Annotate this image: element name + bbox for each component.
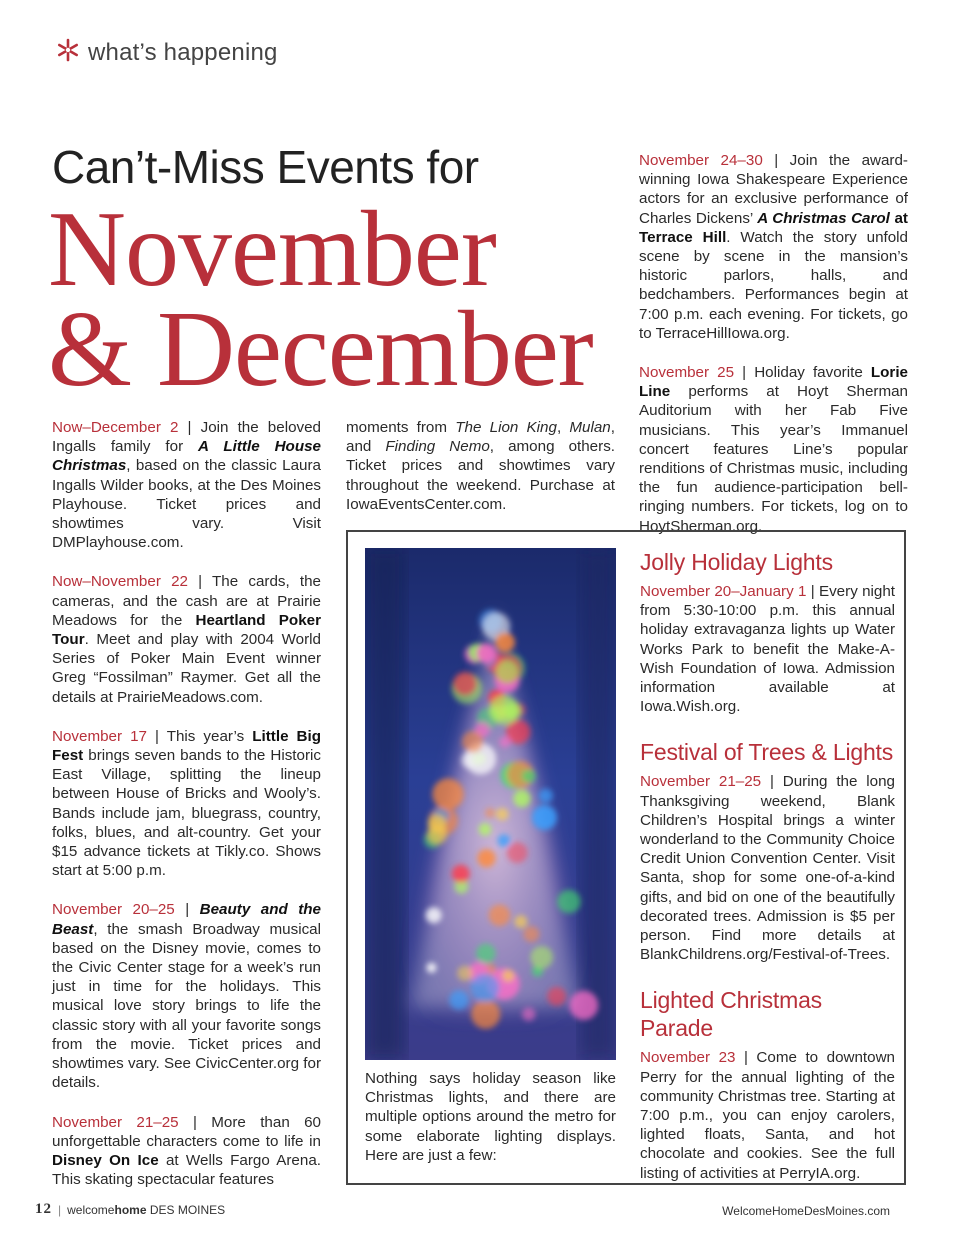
bokeh-light — [432, 778, 463, 809]
headline-line-2: November — [48, 190, 496, 309]
listing-title: Lighted Christmas Parade — [640, 987, 822, 1042]
bokeh-light — [426, 907, 442, 923]
bokeh-light — [507, 842, 528, 863]
event-item: November 17 | This year’s Little Big Fest brings seven bands to the Historic East Village, splitting the lineup between House of Bricks and Wooly’s. Bands include jam, bluegrass, country, folks, blues, and alt-country. Get your $15 advance tickets at Tikly.co. Shows start at 5:00 p.m. — [52, 727, 322, 880]
bokeh-light — [557, 890, 580, 913]
bokeh-light — [499, 736, 510, 747]
event-date: November 17 — [52, 727, 147, 745]
event-date: Now–December 2 — [52, 419, 179, 436]
bokeh-light — [498, 834, 511, 847]
bokeh-light — [427, 824, 447, 844]
christmas-tree-lights-photo — [365, 548, 616, 1060]
listing-title: Festival of Trees & Lights — [640, 739, 894, 766]
event-date: November 20–January 1 — [640, 583, 807, 600]
bokeh-light — [489, 695, 519, 725]
events-column-middle — [346, 418, 615, 534]
bokeh-light — [427, 963, 437, 973]
bokeh-light — [530, 946, 553, 969]
event-item: November 25 | Holiday favorite Lorie Line performs at Hoyt Sherman Auditorium with her Fab Five musicians. This year’s Immanuel concert features Line’s popular renditions of Christmas music, including the fun audience-participation bell-ringing numbers. For tickets, log on to HoytSherman.org. — [639, 364, 909, 535]
page-number: 12 — [35, 1201, 52, 1217]
bokeh-light — [453, 672, 477, 696]
event-item: November 20–25 | Beauty and the Beast, the smash Broadway musical based on the Disney movie, comes to the Civic Center stage for a week’s run just in time for the holidays. This musical love story brings to life the classic story with all your favorite songs from the movie. Ticket prices and showtimes vary. See CivicCenter.org for details. — [52, 901, 321, 1092]
section-label: what’s happening — [88, 38, 278, 66]
bokeh-light — [522, 769, 536, 783]
event-date: November 21–25 — [52, 1113, 179, 1131]
listing-title: Jolly Holiday Lights — [640, 549, 833, 575]
magazine-brand: welcomehome DES MOINES — [67, 1202, 226, 1217]
bokeh-light — [547, 987, 566, 1006]
bokeh-light — [539, 789, 553, 803]
event-item: Now–December 2 | Join the beloved Ingalls family for A Little House Christmas, based on the classic Laura Ingalls Wilder books, at the Des Moines Playhouse. Ticket prices and showtimes vary. Visit DMPlayhouse.com. — [52, 419, 322, 552]
bokeh-light — [489, 905, 511, 927]
listing-item: November 21–25 | During the long Thanksgiving weekend, Blank Children’s Hospital brings a winter wonderland to the Community Choice Credit Union Convention Center. Visit Santa, shop for some one-of-a-kind gifts, and bid on one of the beautifully decorated trees. Admission is $5 per person. Find more details at BlankChildrens.org/Festival-of-Trees. — [640, 773, 896, 964]
bokeh-light — [514, 915, 527, 928]
bokeh-light — [523, 926, 539, 942]
bokeh-light — [476, 644, 496, 664]
event-item: November 24–30 | Join the award-winning Iowa Shakespeare Experience actors for an exclusive performance of Charles Dickens’ A Christmas Carol at Terrace Hill. Watch the story unfold scene by scene in the mansion’s historic parlors, halls, and bedchambers. Performances begin at 7:00 p.m. each evening. For tickets, go to TerraceHillIowa.org. — [639, 152, 909, 342]
bokeh-light — [452, 865, 470, 883]
bokeh-light — [462, 731, 483, 752]
bokeh-light — [496, 660, 519, 683]
bokeh-light — [471, 1000, 500, 1029]
events-column-left — [52, 418, 321, 1209]
event-date: November 21–25 — [640, 773, 762, 791]
footer-divider: | — [58, 1202, 62, 1217]
box-intro: Nothing says holiday season like Christmas lights, and there are multiple options around the metro for some elaborate lighting displays. Here are just a few: — [365, 1070, 616, 1164]
event-date: November 25 — [639, 364, 735, 382]
bokeh-light — [532, 805, 557, 830]
footer-url: WelcomeHomeDesMoines.com — [722, 1204, 890, 1218]
event-date: November 24–30 — [639, 152, 763, 169]
event-date: Now–November 22 — [52, 573, 188, 591]
bokeh-light — [496, 808, 509, 821]
bokeh-light — [457, 966, 472, 981]
listing-item: November 20–January 1 | Every night from 5:30-10:00 p.m. this annual holiday extravaganza lights up Water Works Park to benefit the Make-A-Wish Foundation of Iowa. Admission information available at Iowa.Wish.org. — [640, 583, 895, 716]
bokeh-light — [569, 991, 598, 1020]
headline-line-1: Can’t-Miss Events for — [52, 141, 479, 193]
events-column-right — [639, 151, 908, 556]
bokeh-light — [502, 970, 514, 982]
event-date: November 23 — [640, 1049, 736, 1067]
event-date: November 20–25 — [52, 901, 175, 919]
bokeh-light — [485, 808, 495, 818]
bokeh-light — [477, 849, 495, 867]
section-tag — [56, 38, 278, 67]
bokeh-light — [479, 823, 492, 836]
event-continuation: moments from The Lion King, Mulan, and Finding Nemo, among others. Ticket prices and showtimes vary throughout the weekend. Purchase at IowaEventsCenter.com. — [346, 419, 616, 513]
bokeh-light — [471, 973, 500, 1002]
bokeh-light — [449, 990, 469, 1010]
box-listings — [640, 548, 895, 1205]
headline-line-3: & December — [48, 290, 593, 409]
bokeh-light — [513, 790, 530, 807]
listing-item: November 23 | Come to downtown Perry for the annual lighting of the community Christmas tree. Starting at 7:00 p.m., you can enjoy carolers, lighted floats, Santa, and hot chocolate and cookies. See the full listing of activities at PerryIA.org. — [640, 1049, 896, 1182]
event-item: November 21–25 | More than 60 unforgettable characters come to life in Disney On Ice at Wells Fargo Arena. This skating spectacular features — [52, 1113, 321, 1189]
asterisk-icon — [56, 38, 80, 67]
footer-left — [35, 1201, 225, 1218]
bokeh-light — [495, 632, 515, 652]
event-item: Now–November 22 | The cards, the cameras, and the cash are at Prairie Meadows for the Heartland Poker Tour. Meet and play with 2004 World Series of Poker Main Event winner Greg “Fossilman” Raymer. Get all the details at PrairieMeadows.com. — [52, 573, 321, 706]
bokeh-light — [476, 944, 496, 964]
bokeh-light — [522, 1008, 535, 1021]
